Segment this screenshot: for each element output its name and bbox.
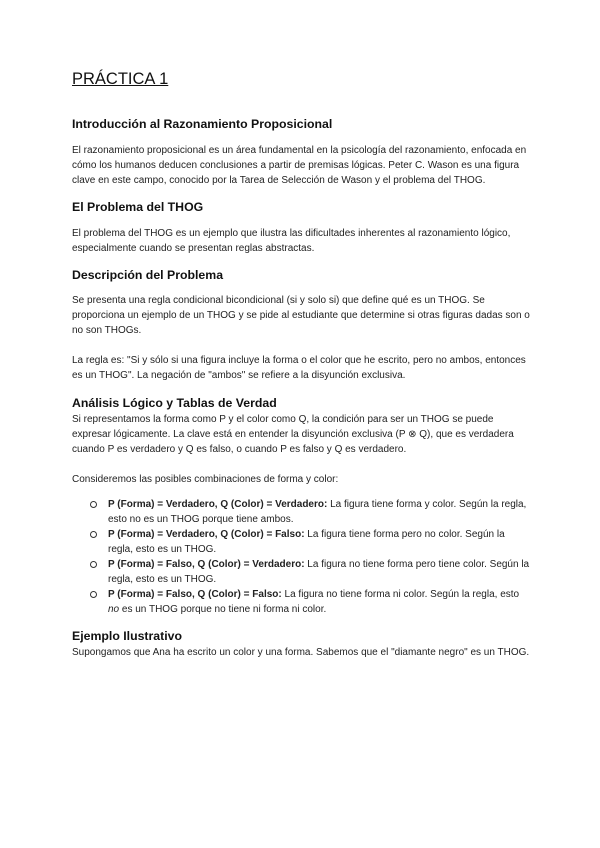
section-heading-logic-analysis: Análisis Lógico y Tablas de Verdad [72,396,277,410]
paragraph-logic-2: Consideremos las posibles combinaciones de forma y color: [72,474,339,485]
section-heading-intro: Introducción al Razonamiento Proposicional [72,117,333,131]
section-heading-thog-problem: El Problema del THOG [72,200,204,214]
list-item [90,557,532,587]
list-item-text: La figura tiene forma y color. Según la regla, esto no es un THOG porque tiene ambos. [108,499,527,525]
list-item-bold: P (Forma) = Falso, Q (Color) = Verdadero: [108,559,305,570]
list-item [90,527,532,557]
list-item [90,497,532,527]
list-item-bold: P (Forma) = Falso, Q (Color) = Falso: [108,589,282,600]
list-item-text: La figura tiene forma pero no color. Según la regla, esto es un THOG. [108,529,505,555]
section-heading-example: Ejemplo Ilustrativo [72,629,183,643]
list-item-bold: P (Forma) = Verdadero, Q (Color) = Falso: [108,529,305,540]
paragraph-thog-problem: El problema del THOG es un ejemplo que ilustra las dificultades inherentes al razonamiento lógico, especialmente cuando se presentan reglas abstractas. [72,228,511,254]
page-title: PRÁCTICA 1 [72,70,169,88]
paragraph-description-1: Se presenta una regla condicional bicondicional (si y solo si) que define qué es un THOG. Se proporciona un ejemplo de un THOG y se pide al estudiante que determine si otras figuras dadas son o no son THOGs. [72,295,530,336]
list-item [90,587,532,617]
list-item-text: La figura no tiene forma pero tiene color. Según la regla, esto es un THOG. [108,559,530,585]
list-item-text-before: La figura no tiene forma ni color. Según la regla, esto [281,589,520,600]
paragraph-logic-1: Si representamos la forma como P y el color como Q, la condición para ser un THOG se puede expresar lógicamente. La clave está en entender la disyunción exclusiva (P ⊗ Q), que es verdadera cuando P es verdadero y Q es falso, o cuando P es falso y Q es verdadero. [72,414,514,455]
paragraph-intro: El razonamiento proposicional es un área fundamental en la psicología del razonamiento, enfocada en cómo los humanos deducen conclusiones a partir de premisas lógicas. Peter C. Wason es una figura clave en este campo, conocido por la Tarea de Selección de Wason y el problema del THOG. [72,145,527,186]
document-page [72,70,532,660]
combinations-list [72,497,532,617]
hollow-bullet-icon [90,591,97,598]
paragraph-description-2: La regla es: "Si y sólo si una figura incluye la forma o el color que he escrito, pero no ambos, entonces es un THOG". La negación de "ambos" se refiere a la disyunción exclusiva. [72,355,526,381]
list-item-italic: no [108,604,120,615]
list-item-bold: P (Forma) = Verdadero, Q (Color) = Verdadero: [108,499,328,510]
hollow-bullet-icon [90,501,97,508]
list-item-text-after: es un THOG porque no tiene ni forma ni color. [119,604,327,615]
hollow-bullet-icon [90,531,97,538]
hollow-bullet-icon [90,561,97,568]
section-heading-description: Descripción del Problema [72,268,224,282]
paragraph-example: Supongamos que Ana ha escrito un color y una forma. Sabemos que el "diamante negro" es un THOG. [72,647,530,658]
